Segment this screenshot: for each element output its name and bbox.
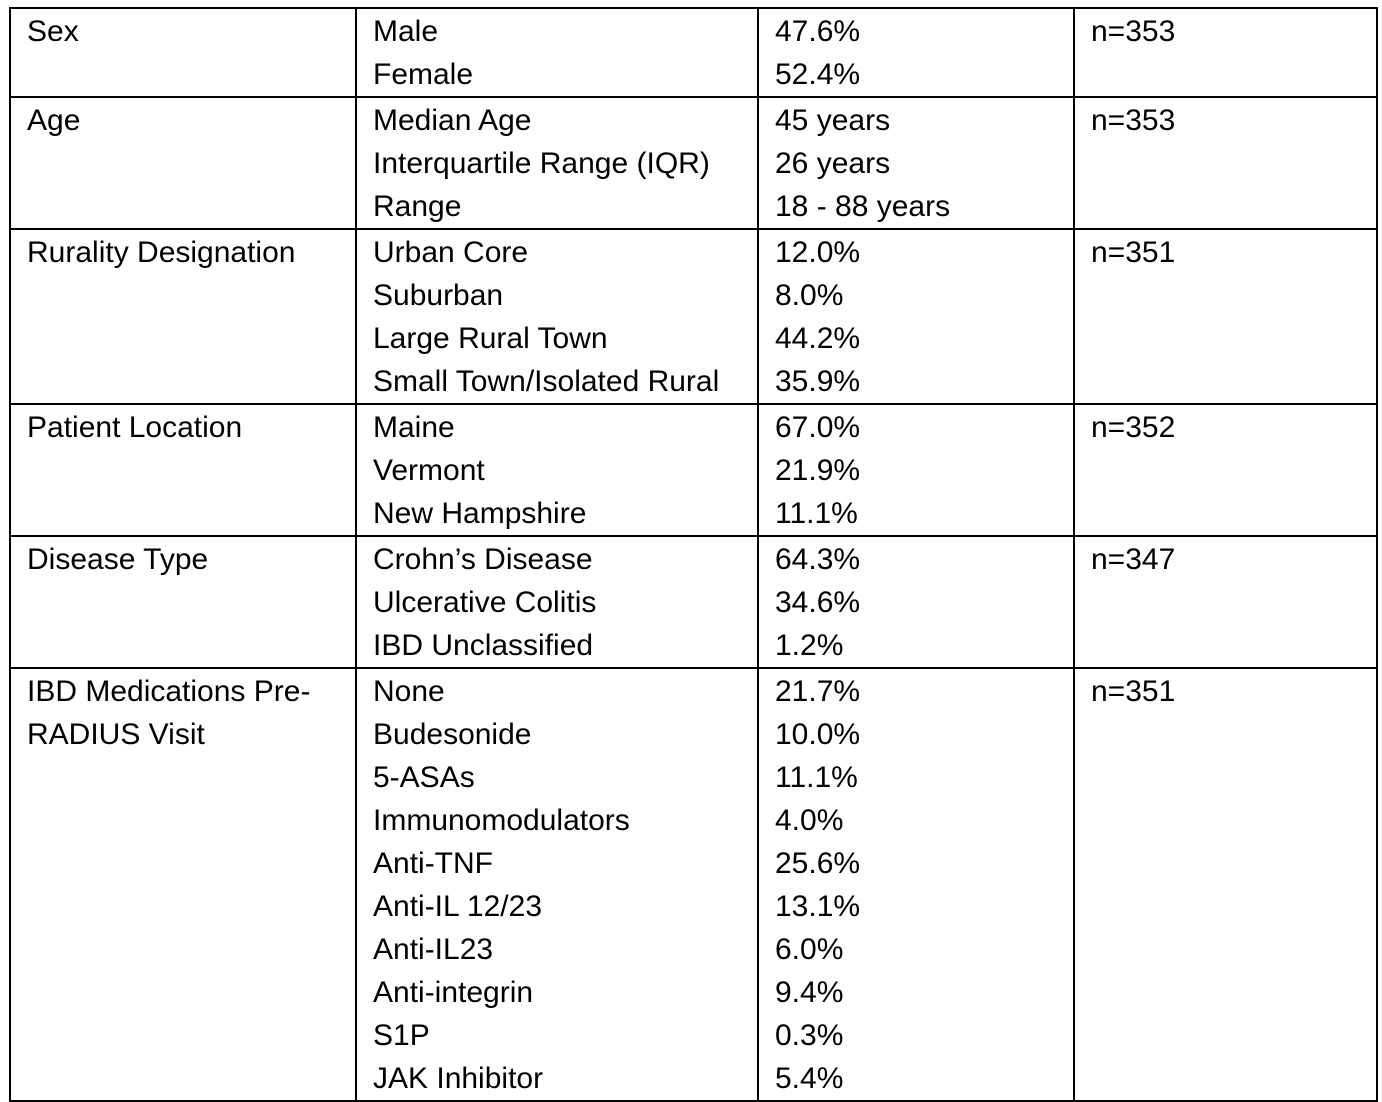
- table-row: [10, 229, 1377, 404]
- item-cell: [356, 404, 758, 536]
- value-text: 18 - 88 years: [775, 190, 951, 223]
- item-label: Crohn’s Disease: [373, 543, 593, 576]
- sample-size-cell: [1074, 8, 1377, 97]
- value-text: 1.2%: [775, 629, 844, 662]
- item-label: Ulcerative Colitis: [373, 586, 597, 619]
- item-label: IBD Unclassified: [373, 629, 594, 662]
- table-row: [10, 8, 1377, 97]
- value-text: 45 years: [775, 104, 891, 137]
- item-cell: [356, 536, 758, 668]
- item-label: Vermont: [373, 454, 485, 487]
- category-label: Sex: [27, 15, 79, 48]
- category-cell: [10, 536, 356, 668]
- item-label: Maine: [373, 411, 455, 444]
- value-text: 26 years: [775, 147, 891, 180]
- item-label: Anti-IL23: [373, 933, 494, 966]
- value-text: 8.0%: [775, 279, 844, 312]
- table-row: [10, 97, 1377, 229]
- sample-size-cell: [1074, 536, 1377, 668]
- item-label: 5-ASAs: [373, 761, 475, 794]
- value-text: 35.9%: [775, 365, 861, 398]
- sample-size-text: n=351: [1091, 236, 1176, 269]
- demographics-table: [9, 7, 1378, 1102]
- category-cell: [10, 97, 356, 229]
- item-label: Male: [373, 15, 439, 48]
- category-label: Disease Type: [27, 543, 209, 576]
- category-cell: [10, 404, 356, 536]
- value-text: 52.4%: [775, 58, 861, 91]
- category-label: Age: [27, 104, 81, 137]
- value-text: 4.0%: [775, 804, 844, 837]
- value-text: 5.4%: [775, 1062, 844, 1095]
- category-label-line: RADIUS Visit: [27, 718, 205, 751]
- item-label: Anti-IL 12/23: [373, 890, 542, 923]
- value-text: 11.1%: [775, 761, 858, 794]
- item-label: Small Town/Isolated Rural: [373, 365, 720, 398]
- sample-size-cell: [1074, 668, 1377, 1101]
- value-text: 21.9%: [775, 454, 861, 487]
- item-label: Female: [373, 58, 474, 91]
- sample-size-text: n=352: [1091, 411, 1176, 444]
- item-cell: [356, 229, 758, 404]
- category-cell: [10, 229, 356, 404]
- value-text: 44.2%: [775, 322, 861, 355]
- item-label: S1P: [373, 1019, 430, 1052]
- value-text: 0.3%: [775, 1019, 844, 1052]
- value-cell: [758, 229, 1074, 404]
- item-cell: [356, 8, 758, 97]
- item-label: Large Rural Town: [373, 322, 608, 355]
- item-label: Suburban: [373, 279, 504, 312]
- sample-size-text: n=347: [1091, 543, 1176, 576]
- value-text: 6.0%: [775, 933, 844, 966]
- value-text: 47.6%: [775, 15, 861, 48]
- value-text: 11.1%: [775, 497, 858, 530]
- category-cell: [10, 668, 356, 1101]
- item-label: None: [373, 675, 445, 708]
- table-body: [10, 8, 1377, 1101]
- value-cell: [758, 97, 1074, 229]
- table-row: [10, 536, 1377, 668]
- value-text: 9.4%: [775, 976, 844, 1009]
- item-cell: [356, 97, 758, 229]
- sample-size-text: n=353: [1091, 104, 1176, 137]
- item-label: New Hampshire: [373, 497, 587, 530]
- sample-size-text: n=351: [1091, 675, 1176, 708]
- value-text: 21.7%: [775, 675, 861, 708]
- sample-size-cell: [1074, 97, 1377, 229]
- sample-size-text: n=353: [1091, 15, 1176, 48]
- value-text: 25.6%: [775, 847, 861, 880]
- item-label: Median Age: [373, 104, 532, 137]
- value-cell: [758, 404, 1074, 536]
- value-cell: [758, 668, 1074, 1101]
- value-text: 64.3%: [775, 543, 861, 576]
- item-label: Interquartile Range (IQR): [373, 147, 710, 180]
- item-label: Budesonide: [373, 718, 532, 751]
- item-label: Anti-TNF: [373, 847, 493, 880]
- value-text: 10.0%: [775, 718, 861, 751]
- sample-size-cell: [1074, 404, 1377, 536]
- category-cell: [10, 8, 356, 97]
- category-label: Patient Location: [27, 411, 243, 444]
- item-label: Urban Core: [373, 236, 529, 269]
- item-label: JAK Inhibitor: [373, 1062, 544, 1095]
- item-label: Immunomodulators: [373, 804, 630, 837]
- category-label: Rurality Designation: [27, 236, 296, 269]
- item-label: Range: [373, 190, 462, 223]
- value-cell: [758, 536, 1074, 668]
- sample-size-cell: [1074, 229, 1377, 404]
- value-text: 67.0%: [775, 411, 861, 444]
- item-cell: [356, 668, 758, 1101]
- item-label: Anti-integrin: [373, 976, 534, 1009]
- value-text: 13.1%: [775, 890, 861, 923]
- category-label-line: IBD Medications Pre-: [27, 675, 311, 708]
- table-row: [10, 404, 1377, 536]
- table-row: [10, 668, 1377, 1101]
- value-text: 34.6%: [775, 586, 861, 619]
- value-text: 12.0%: [775, 236, 861, 269]
- value-cell: [758, 8, 1074, 97]
